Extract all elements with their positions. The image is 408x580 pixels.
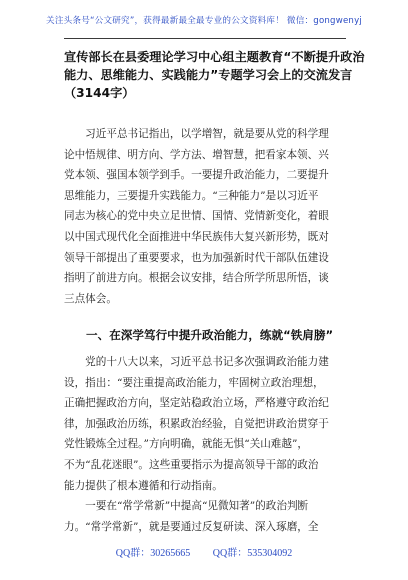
paragraph-political [64, 352, 346, 496]
section-heading: 一、在深学笃行中提升政治能力，练就“铁肩膀” [86, 328, 334, 342]
text-line: 指明了前进方向。根据会议安排，结合所学所思所悟，谈 [64, 272, 329, 285]
title-word-count: （3144字） [64, 86, 135, 100]
footer-qq-group-2: QQ群：535304092 [212, 548, 293, 559]
text-line: 设，指出：“要注重提高政治能力，牢固树立政治理想， [64, 376, 324, 389]
text-line: 党性锻炼全过程。”方向明确，就能无惧“关山难越”， [64, 438, 309, 451]
text-line: 党的十八大以来，习近平总书记多次强调政治能力建 [64, 356, 329, 368]
text-line: 党本领、强国本领学到手。一要提升政治能力，二要提升 [64, 169, 329, 182]
text-line: 以中国式现代化全面推进中华民族伟大复兴新形势，既对 [64, 230, 329, 243]
text-line: 领导干部提出了重要要求，也为加强新时代干部队伍建设 [64, 251, 329, 264]
paragraph-judgment [64, 496, 346, 537]
text-line: 习近平总书记指出，以学增智，就是要从党的科学理 [64, 128, 329, 140]
title-line: 能力、思维能力、实践能力”专题学习会上的交流发言 [64, 68, 353, 82]
document-title [64, 48, 365, 102]
text-line: 论中悟规律、明方向、学方法、增智慧，把看家本领、兴 [64, 148, 329, 161]
header-banner: 关注头条号“公文研究”，获得最新最全最专业的公文资料库！ 微信：gongwenyj [46, 16, 362, 26]
text-line: 思维能力，三要提升实践能力。“三种能力”是以习近平 [64, 189, 319, 202]
footer-qq-group-1: QQ群：30265665 [115, 548, 191, 559]
text-line: 正确把握政治方向，坚定站稳政治立场，严格遵守政治纪 [64, 397, 329, 410]
text-line: 一要在“常学常新”中提高“见微知著”的政治判断 [64, 500, 309, 512]
paragraph-intro [64, 124, 346, 309]
title-line: 宣传部长在县委理论学习中心组主题教育“不断提升政治 [64, 50, 365, 64]
text-line: 能力提供了根本遵循和行动指南。 [64, 479, 223, 492]
header-divider [64, 38, 346, 39]
text-line: 律，加强政治历练，积累政治经验，自觉把讲政治贯穿于 [64, 417, 329, 430]
text-line: 三点体会。 [64, 292, 117, 305]
text-line: 同志为核心的党中央立足世情、国情、党情新变化，着眼 [64, 210, 329, 223]
footer-contact [0, 544, 408, 559]
text-line: 不为“乱花迷眼”。这些重要指示为提高领导干部的政治 [64, 458, 319, 471]
text-line: 力。“常学常新”，就是要通过反复研读、深入琢磨，全 [64, 520, 319, 533]
